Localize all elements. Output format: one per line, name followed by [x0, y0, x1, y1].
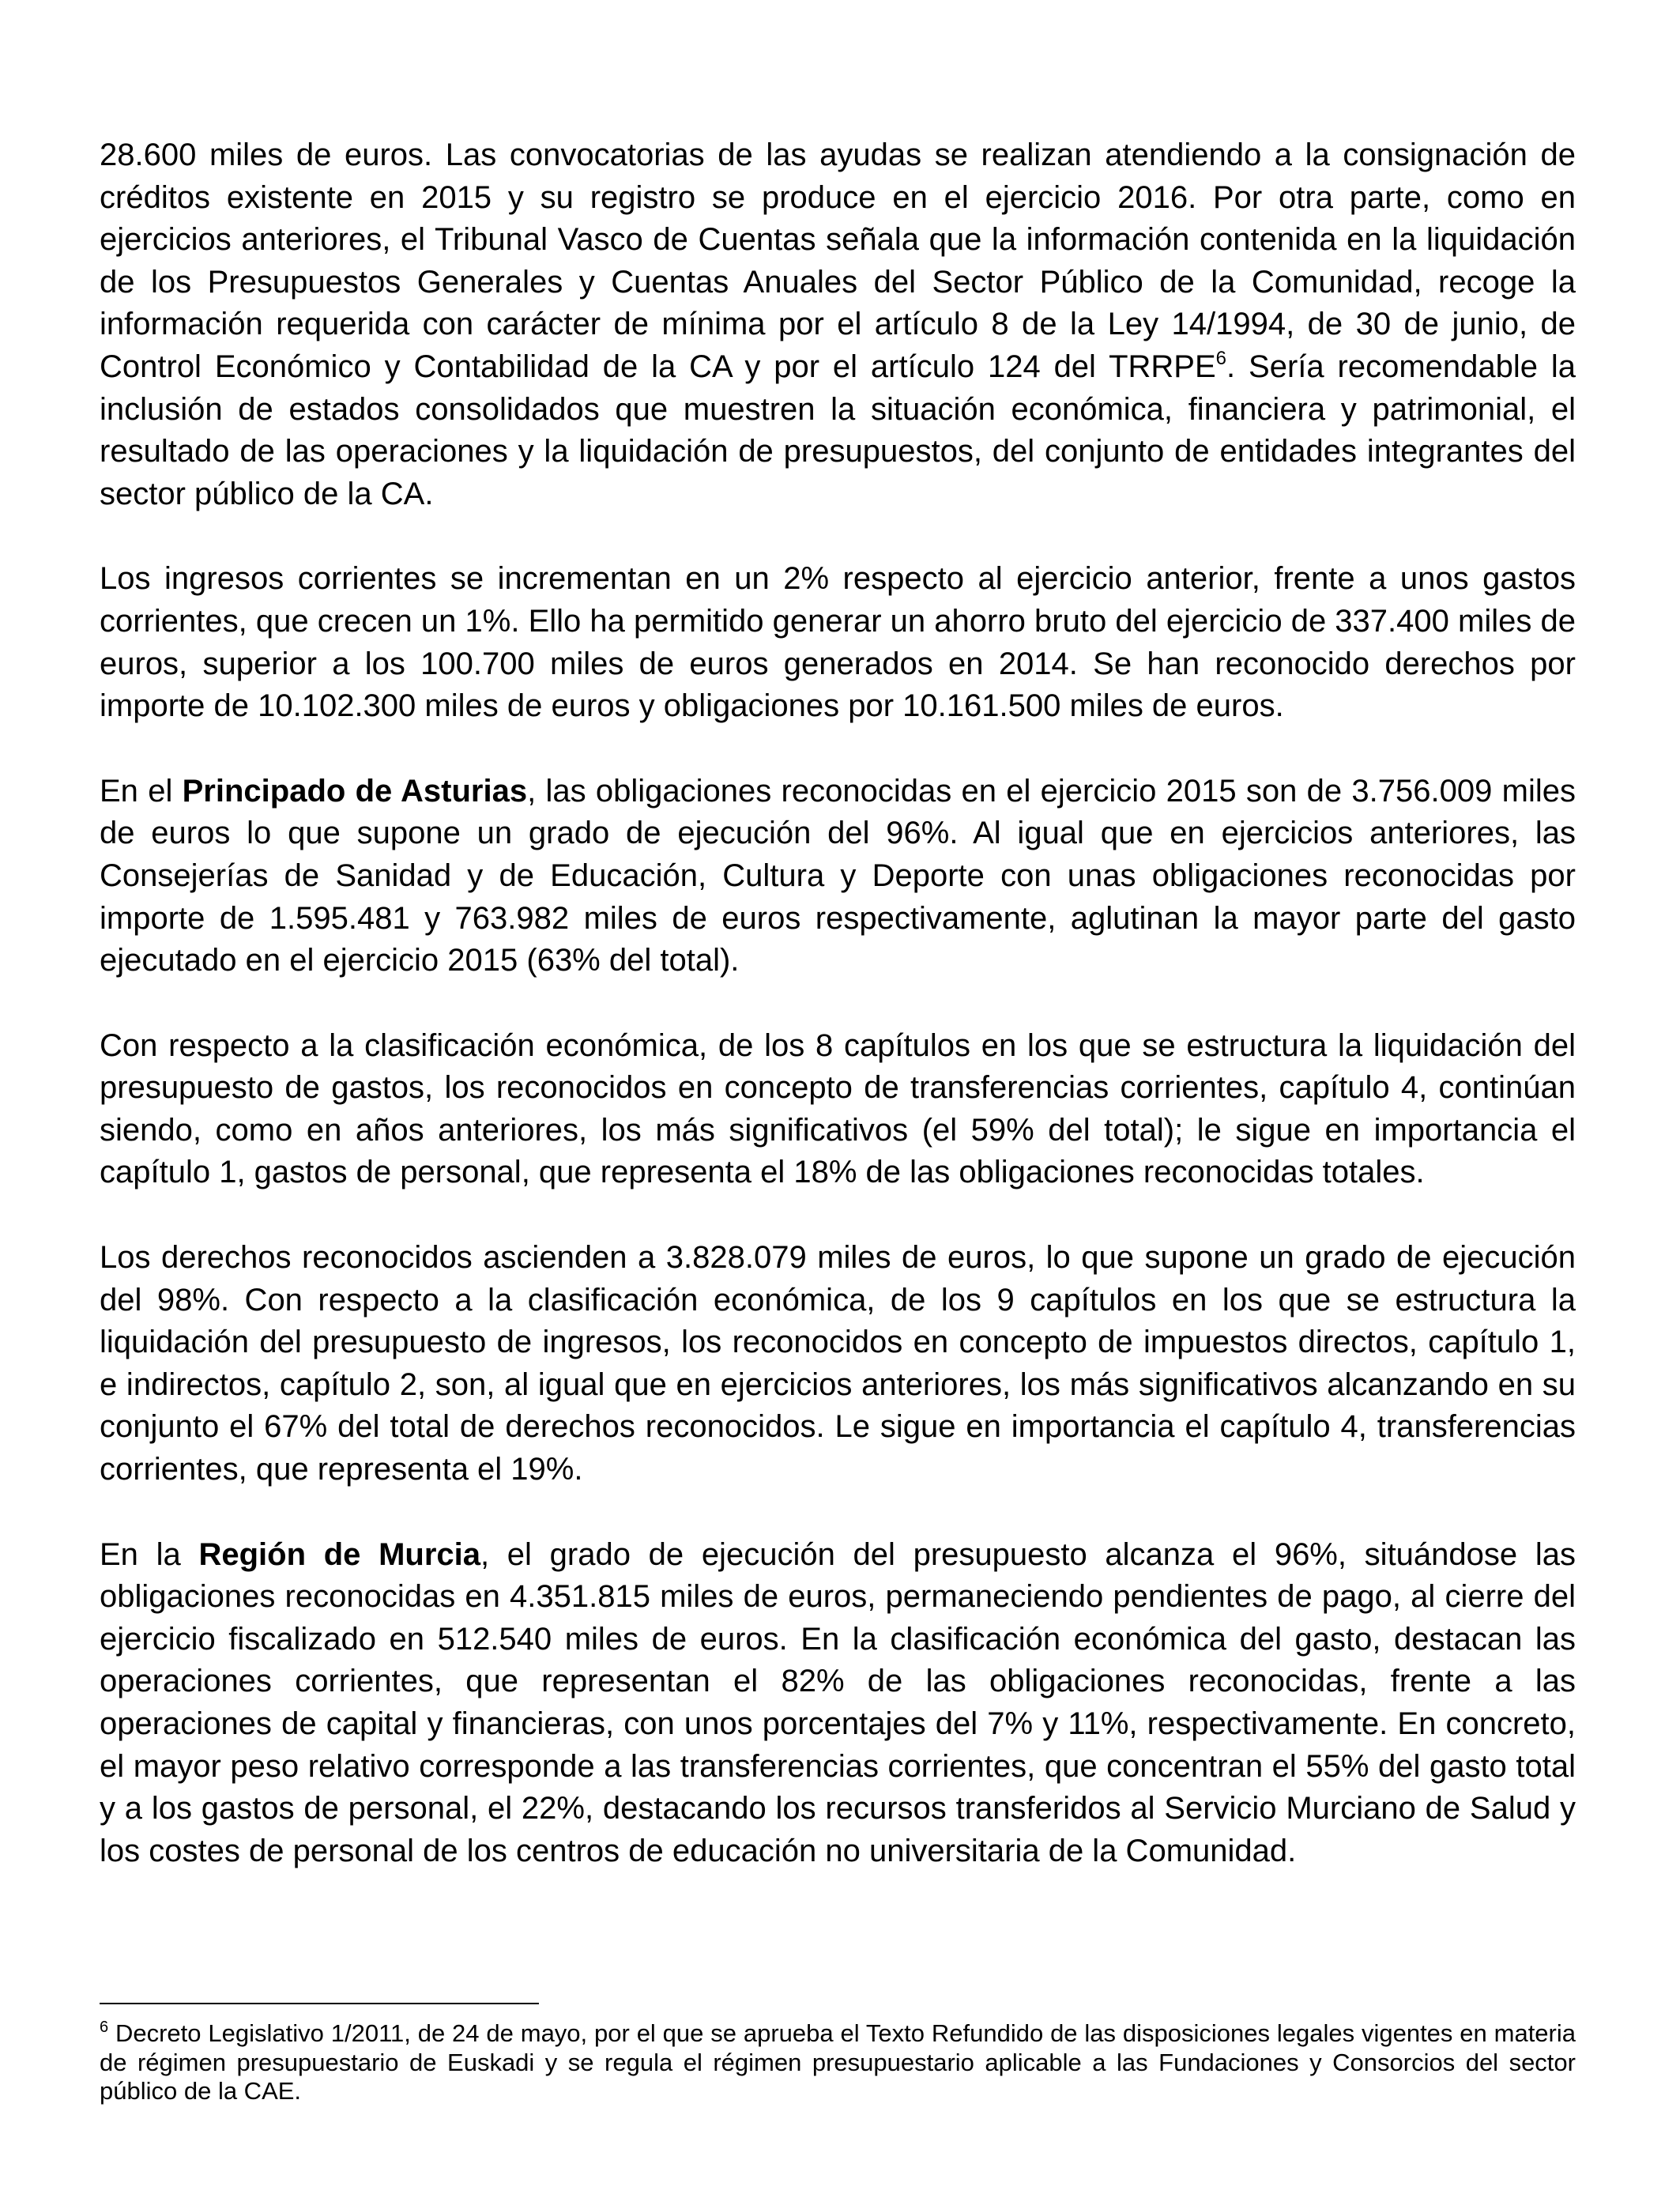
paragraph-text: En el — [100, 773, 183, 809]
footnote-separator — [100, 2003, 539, 2004]
paragraph-text: Con respecto a la clasificación económica, de los 8 capítulos en los que se estructura la liquidación del presupuesto de gastos, los reconocidos en concepto de transferencias corrientes, capítulo 4, continúan siendo, como en años anteriores, los más significativos (el 59% del total); le sigue en importancia el capítulo 1, gastos de personal, que representa el 18% de las obligaciones reconocidas totales. — [100, 1027, 1576, 1190]
paragraph-text: . Sería recomendable la inclusión de estados consolidados que muestren la situación económica, financiera y patrimonial, el resultado de las operaciones y la liquidación de presupuestos, del conjunto de entidades integrantes del sector público de la CA. — [100, 349, 1576, 511]
paragraph-region-murcia — [100, 1534, 1576, 1873]
paragraph-derechos-reconocidos — [100, 1237, 1576, 1491]
paragraph-ingresos-corrientes — [100, 558, 1576, 727]
paragraph-text: , el grado de ejecución del presupuesto alcanza el 96%, situándose las obligaciones reconocidas en 4.351.815 miles de euros, permaneciendo pendientes de pago, al cierre del ejercicio fiscalizado en 512.540 miles de euros. En la clasificación económica del gasto, destacan las operaciones corrientes, que representan el 82% de las obligaciones reconocidas, frente a las operaciones de capital y financieras, con unos porcentajes del 7% y 11%, respectivamente. En concreto, el mayor peso relativo corresponde a las transferencias corrientes, que concentran el 55% del gasto total y a los gastos de personal, el 22%, destacando los recursos transferidos al Servicio Murciano de Salud y los costes de personal de los centros de educación no universitaria de la Comunidad. — [100, 1536, 1576, 1868]
paragraph-text: En la — [100, 1536, 199, 1572]
paragraph-principado-asturias — [100, 771, 1576, 982]
region-name-bold: Principado de Asturias — [182, 773, 528, 809]
footnote — [100, 2019, 1576, 2106]
paragraph-tribunal-vasco — [100, 134, 1576, 515]
paragraph-text: , las obligaciones reconocidas en el ejercicio 2015 son de 3.756.009 miles de euros lo que supone un grado de ejecución del 96%. Al igual que en ejercicios anteriores, las Consejerías de Sanidad y de Educación, Cultura y Deporte con unas obligaciones reconocidas por importe de 1.595.481 y 763.982 miles de euros respectivamente, aglutinan la mayor parte del gasto ejecutado en el ejercicio 2015 (63% del total). — [100, 773, 1576, 978]
paragraph-text: 28.600 miles de euros. Las convocatorias de las ayudas se realizan atendiendo a la consignación de créditos existente en 2015 y su registro se produce en el ejercicio 2016. Por otra parte, como en ejercicios anteriores, el Tribunal Vasco de Cuentas señala que la información contenida en la liquidación de los Presupuestos Generales y Cuentas Anuales del Sector Público de la Comunidad, recoge la información requerida con carácter de mínima por el artículo 8 de la Ley 14/1994, de 30 de junio, de Control Económico y Contabilidad de la CA y por el artículo 124 del TRRPE — [100, 138, 1576, 384]
paragraph-text: Los derechos reconocidos ascienden a 3.828.079 miles de euros, lo que supone un grado de ejecución del 98%. Con respecto a la clasificación económica, de los 9 capítulos en los que se estructura la liquidación del presupuesto de ingresos, los reconocidos en concepto de impuestos directos, capítulo 1, e indirectos, capítulo 2, son, al igual que en ejercicios anteriores, los más significativos alcanzando en su conjunto el 67% del total de derechos reconocidos. Le sigue en importancia el capítulo 4, transferencias corrientes, que representa el 19%. — [100, 1240, 1576, 1487]
document-body — [100, 134, 1576, 1915]
region-name-bold: Región de Murcia — [198, 1536, 480, 1572]
footnote-number: 6 — [100, 2019, 109, 2036]
footnote-reference[interactable]: 6 — [1215, 347, 1227, 369]
paragraph-clasificacion-gastos — [100, 1025, 1576, 1194]
paragraph-text: Los ingresos corrientes se incrementan en un 2% respecto al ejercicio anterior, frente a unos gastos corrientes, que crecen un 1%. Ello ha permitido generar un ahorro bruto del ejercicio de 337.400 miles de euros, superior a los 100.700 miles de euros generados en 2014. Se han reconocido derechos por importe de 10.102.300 miles de euros y obligaciones por 10.161.500 miles de euros. — [100, 561, 1576, 724]
footnote-text: Decreto Legislativo 1/2011, de 24 de mayo, por el que se aprueba el Texto Refundido de las disposiciones legales vigentes en materia de régimen presupuestario de Euskadi y se regula el régimen presupuestario aplicable a las Fundaciones y Consorcios del sector público de la CAE. — [100, 2019, 1576, 2105]
